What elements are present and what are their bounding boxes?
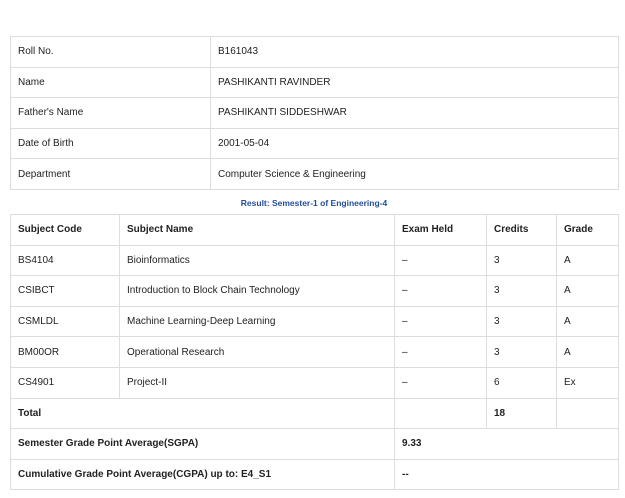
header-credits: Credits	[487, 215, 557, 246]
info-label: Roll No.	[11, 37, 211, 68]
info-value: Computer Science & Engineering	[211, 159, 619, 190]
subject-name: Introduction to Block Chain Technology	[120, 276, 395, 307]
grade: A	[557, 276, 619, 307]
subject-code: BM00OR	[11, 337, 120, 368]
info-label: Name	[11, 67, 211, 98]
info-row-roll-no	[11, 37, 619, 68]
result-table	[10, 214, 619, 490]
grade: Ex	[557, 367, 619, 398]
result-caption: Result: Semester-1 of Engineering-4	[240, 198, 388, 208]
table-row	[11, 367, 619, 398]
info-label: Father's Name	[11, 98, 211, 129]
subject-code: CSIBCT	[11, 276, 120, 307]
total-credits: 18	[487, 398, 557, 429]
header-subject-code: Subject Code	[11, 215, 120, 246]
info-value: PASHIKANTI RAVINDER	[211, 67, 619, 98]
total-label: Total	[11, 398, 395, 429]
info-value: PASHIKANTI SIDDESHWAR	[211, 98, 619, 129]
info-label: Department	[11, 159, 211, 190]
header-subject-name: Subject Name	[120, 215, 395, 246]
total-grade-empty	[557, 398, 619, 429]
exam-held: –	[395, 306, 487, 337]
cgpa-row	[11, 459, 619, 490]
cgpa-label: Cumulative Grade Point Average(CGPA) up to: E4_S1	[11, 459, 395, 490]
header-grade: Grade	[557, 215, 619, 246]
table-row	[11, 337, 619, 368]
grade: A	[557, 306, 619, 337]
subject-name: Project-II	[120, 367, 395, 398]
subject-code: BS4104	[11, 245, 120, 276]
exam-held: –	[395, 337, 487, 368]
table-row	[11, 276, 619, 307]
sgpa-value: 9.33	[395, 429, 619, 460]
subject-name: Machine Learning-Deep Learning	[120, 306, 395, 337]
grade: A	[557, 245, 619, 276]
info-row-date-of-birth	[11, 128, 619, 159]
info-label: Date of Birth	[11, 128, 211, 159]
cgpa-value: --	[395, 459, 619, 490]
subject-name: Bioinformatics	[120, 245, 395, 276]
sgpa-label: Semester Grade Point Average(SGPA)	[11, 429, 395, 460]
exam-held: –	[395, 276, 487, 307]
exam-held: –	[395, 367, 487, 398]
subject-code: CSMLDL	[11, 306, 120, 337]
table-row	[11, 306, 619, 337]
total-row	[11, 398, 619, 429]
result-header-row	[11, 215, 619, 246]
student-info-table	[10, 36, 619, 190]
info-value: B161043	[211, 37, 619, 68]
sgpa-row	[11, 429, 619, 460]
credits: 6	[487, 367, 557, 398]
subject-code: CS4901	[11, 367, 120, 398]
info-row-department	[11, 159, 619, 190]
credits: 3	[487, 276, 557, 307]
credits: 3	[487, 245, 557, 276]
total-exam-held-empty	[395, 398, 487, 429]
info-value: 2001-05-04	[211, 128, 619, 159]
header-exam-held: Exam Held	[395, 215, 487, 246]
exam-held: –	[395, 245, 487, 276]
credits: 3	[487, 337, 557, 368]
grade: A	[557, 337, 619, 368]
table-row	[11, 245, 619, 276]
info-row-name	[11, 67, 619, 98]
credits: 3	[487, 306, 557, 337]
info-row-fathers-name	[11, 98, 619, 129]
subject-name: Operational Research	[120, 337, 395, 368]
